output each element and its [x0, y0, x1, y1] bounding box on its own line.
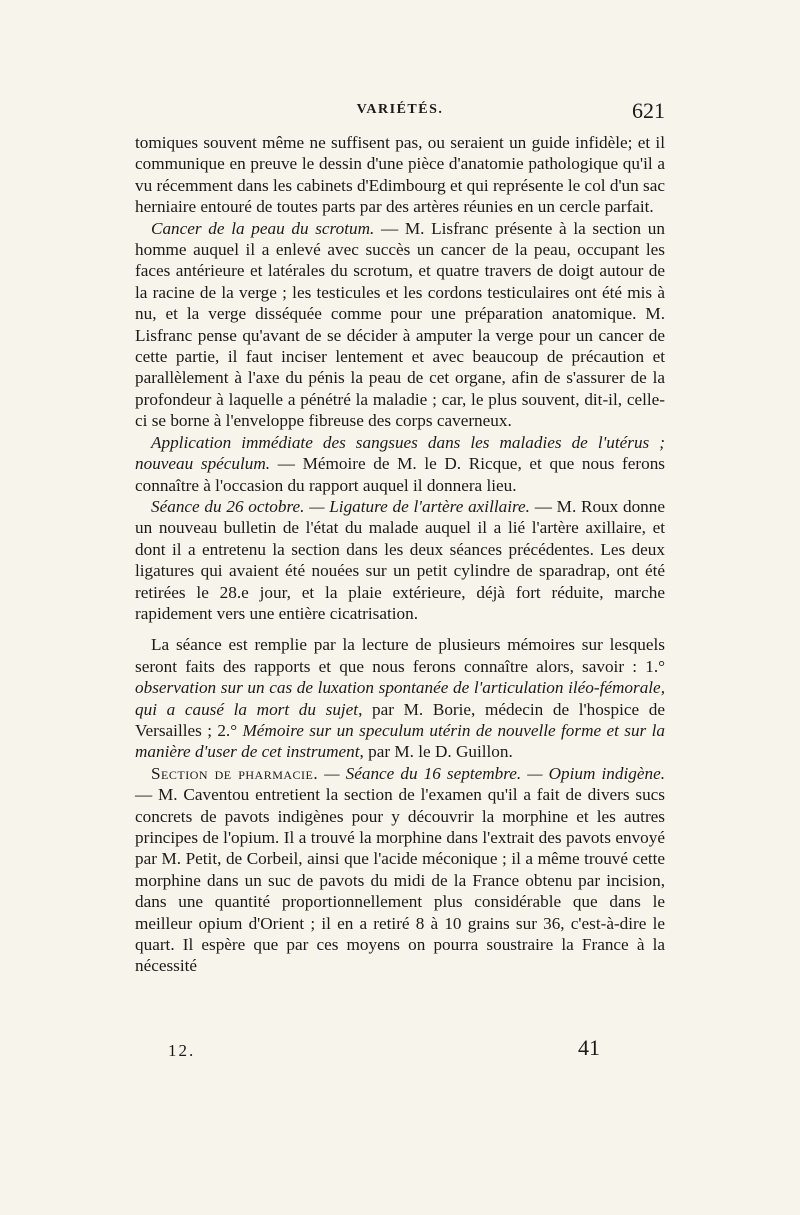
paragraph-text: — M. Roux donne un nouveau bulletin de l'état du malade auquel il a lié l'artère axillaire, et dont il a entretenu la section dans les deux séances précédentes. Les deux ligatures qui avaient été nouées sur un petit cylindre de sparadrap, ont été retirées le 28.e jour, et la plaie extérieure, déjà fort réduite, marche rapidement vers une entière cicatrisation.	[135, 496, 665, 623]
running-title: VARIÉTÉS.	[356, 102, 444, 117]
folio-number: 41	[578, 1035, 600, 1060]
body-text	[135, 132, 665, 977]
section-title-opium: — Séance du 16 septembre. — Opium indigène.	[318, 763, 665, 783]
section-title-cancer: Cancer de la peau du scrotum.	[151, 218, 375, 238]
paragraph-opium	[135, 763, 665, 977]
memoire-title-luxation: observation sur un cas de luxation spontanée de l'articulation iléo-fémorale, qui a causé la mort du sujet	[135, 678, 665, 719]
text-segment: , par M. Borie, médecin de l'hospice de Versailles ; 2.°	[135, 699, 665, 740]
text-segment: La séance est remplie par la lecture de plusieurs mémoires sur lesquels seront faits des rapports et que nous ferons connaître alors, savoir : 1.°	[135, 635, 665, 676]
section-title-seance-26-octobre: Séance du 26 octobre. — Ligature de l'artère axillaire.	[151, 496, 530, 516]
section-heading-pharmacie: Section de pharmacie.	[151, 763, 319, 783]
text-segment: , par M. le D. Guillon.	[359, 742, 513, 762]
paragraph-memoires	[135, 634, 665, 762]
paragraph-artere-axillaire	[135, 496, 665, 624]
paragraph-sangsues	[135, 432, 665, 496]
page-footer	[168, 1035, 608, 1071]
memoire-title-speculum: Mémoire sur un speculum utérin de nouvelle forme et sur la manière d'user de cet instrument	[135, 720, 665, 762]
paragraph-text: — M. Caventou entretient la section de l'examen qu'il a fait de divers sucs concrets de pavots indigènes pour y découvrir la morphine et les autres principes de l'opium. Il a trouvé la morphine dans l'extrait des pavots envoyé par M. Petit, de Corbeil, ainsi que l'acide méconique ; il a même trouvé cette morphine dans un suc de pavots du midi de la France obtenu par incision, dans une quantité proportionnellement plus considérable que dans le meilleur opium d'Orient ; il en a retiré 8 à 10 grains sur 36, c'est-à-dire le quart. Il espère que par ces moyens on pourra soustraire la France à la nécessité	[135, 785, 665, 976]
paragraph-text: — Mémoire de M. le D. Ricque, et que nous ferons connaître à l'occasion du rapport auquel il donnera lieu.	[135, 454, 665, 495]
page-number: 621	[632, 98, 665, 123]
paragraph-cancer-scrotum	[135, 218, 665, 432]
section-title-sangsues: Application immédiate des sangsues dans les maladies de l'utérus ; nouveau spéculum.	[135, 432, 665, 474]
paragraph-text: — M. Lisfranc présente à la section un homme auquel il a enlevé avec succès un cancer de la peau, occupant les faces antérieure et latérales du scrotum, et quatre travers de doigt autour de la racine de la verge ; les testicules et les cordons testiculaires ont été mis à nu, et la verge disséquée comme pour une préparation anatomique. M. Lisfranc pense qu'avant de se décider à amputer la verge pour un cancer de cette partie, il faut inciser lentement et avec beaucoup de précaution et parallèlement à l'axe du pénis la peau de cet organe, afin de s'assurer de la profondeur à laquelle a pénétré la maladie ; car, le plus souvent, dit-il, celle-ci se borne à l'enveloppe fibreuse des corps caverneux.	[135, 218, 665, 431]
signature-mark: 12.	[168, 1041, 196, 1060]
paragraph-continued: tomiques souvent même ne suffisent pas, ou seraient un guide infidèle; et il communique en preuve le dessin d'une pièce d'anatomie pathologique qu'il a vu récemment dans les cabinets d'Edimbourg et qui représente le col d'un sac herniaire entouré de toutes parts par des artères réunies en un cercle parfait.	[135, 133, 665, 217]
page-header	[135, 98, 665, 128]
